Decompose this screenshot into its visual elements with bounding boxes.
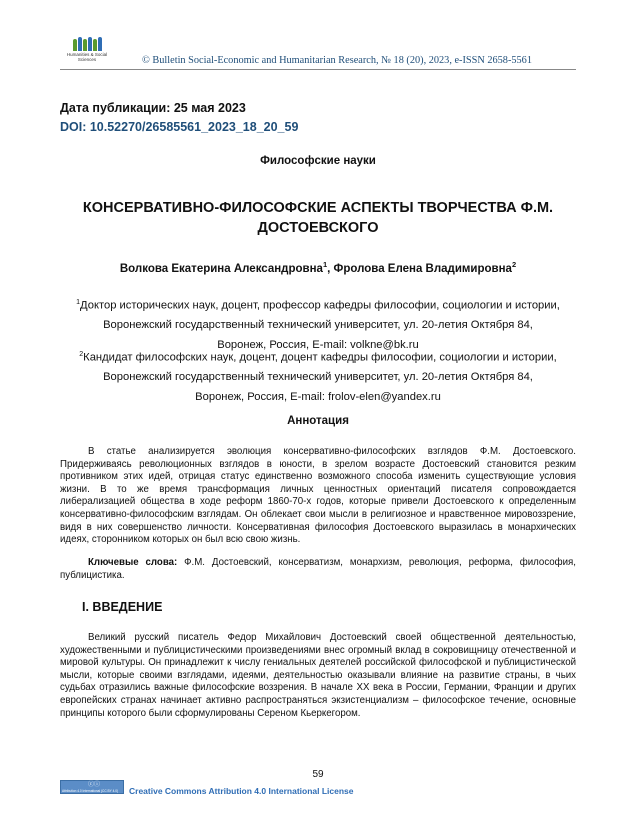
cc-icon: ⓒⓘ [88,782,101,788]
affiliation-2-line3: Воронеж, Россия, E-mail: frolov-elen@yandex.ru [195,390,441,403]
intro-heading: I. ВВЕДЕНИЕ [82,600,163,614]
license-link[interactable]: Creative Commons Attribution 4.0 International License [129,786,354,796]
affiliation-2-line2: Воронежский государственный технический университет, ул. 20-летия Октября 84, [103,371,533,384]
journal-logo [60,36,114,68]
author-2-sup: 2 [511,260,517,269]
cc-license-badge[interactable] [60,780,124,794]
cc-badge-text: Attribution 4.0 International (CC BY 4.0) [62,789,119,793]
affiliation-1-sup: 1 [76,299,81,306]
affiliation-1-line1: Доктор исторических наук, доцент, профессор кафедры философии, социологии и истории, [80,299,560,312]
article-title-line1: КОНСЕРВАТИВНО-ФИЛОСОФСКИЕ АСПЕКТЫ ТВОРЧЕСТВА Ф.М. [82,200,554,216]
doi-link[interactable]: DOI: 10.52270/26585561_2023_18_20_59 [60,120,299,134]
author-1-sup: 1 [322,260,328,269]
section-title: Философские науки [260,155,376,167]
keywords-label: Ключевые слова: [88,557,178,568]
affiliation-2-sup: 2 [79,351,84,358]
keywords-text: Ф.М. Достоевский, консерватизм, монархизм, революция, реформа, философия, публицистика. [60,557,576,581]
journal-header: © Bulletin Social-Economic and Humanitarian Research, № 18 (20), 2023, e-ISSN 2658-5561 [142,55,532,66]
affiliation-2 [60,345,576,407]
page-number: 59 [312,769,324,780]
article-title [60,198,576,238]
logo-text-line2: Sciences [77,57,97,62]
annotation-text: В статье анализируется эволюция консервативно-философских взглядов Ф.М. Достоевского. Придерживаясь революционных взглядов в юности, в зрелом возрасте Достоевский становится резким противником этих идей, отрицая статус единственно возможного способа изменить существующие условия жизни. В то же время трансформация личных ценностных ориентаций писателя сопровождается либерализацией общества в ходе реформ 1860-70-х годов, которые привели Достоевского к определенным консервативно-философским взглядам. Он облекает свои мысли в религиозное и нравственное мировоззрение, видя в них совершенство личности. Консервативная философия Достоевского выразилась в монархических идеях, сторонником которых он был всю свою жизнь. [60,446,576,546]
keywords [60,557,576,582]
annotation-heading: Аннотация [287,415,349,427]
publication-date: Дата публикации: 25 мая 2023 [60,101,246,115]
authors [60,260,576,275]
header-divider [60,69,576,70]
author-1: Волкова Екатерина Александровна [119,262,323,275]
author-separator: , [327,262,334,275]
affiliation-1-line3: Воронеж, Россия, E-mail: volkne@bk.ru [217,338,419,351]
author-2: Фролова Елена Владимировна [333,262,512,275]
article-title-line2: ДОСТОЕВСКОГО [257,220,379,236]
intro-text: Великий русский писатель Федор Михайлович Достоевский своей общественной деятельностью, художественными и публицистическими произведениями внес огромный вклад в сокровищницу отечественной и мировой культуры. Он принадлежит к числу гениальных деятелей российской философской и публицистической мысли, которые своими взглядами, идеями, деятельностью оказывали влияние на развитие страны, в чьих судьбах отразились важные философские воззрения. В начале XX века в России, Германии, Франции и других европейских странах начинает активно распространяться экзистенциализм – философское течение, основные принципы которого были сформулированы Сереном Кьеркегором. [60,632,576,719]
people-icon [60,36,114,52]
logo-text-line1: Humanities & Social [66,52,108,57]
affiliation-2-line1: Кандидат философских наук, доцент, доцент кафедры философии, социологии и истории, [83,351,557,364]
affiliation-1-line2: Воронежский государственный технический университет, ул. 20-летия Октября 84, [103,319,533,332]
